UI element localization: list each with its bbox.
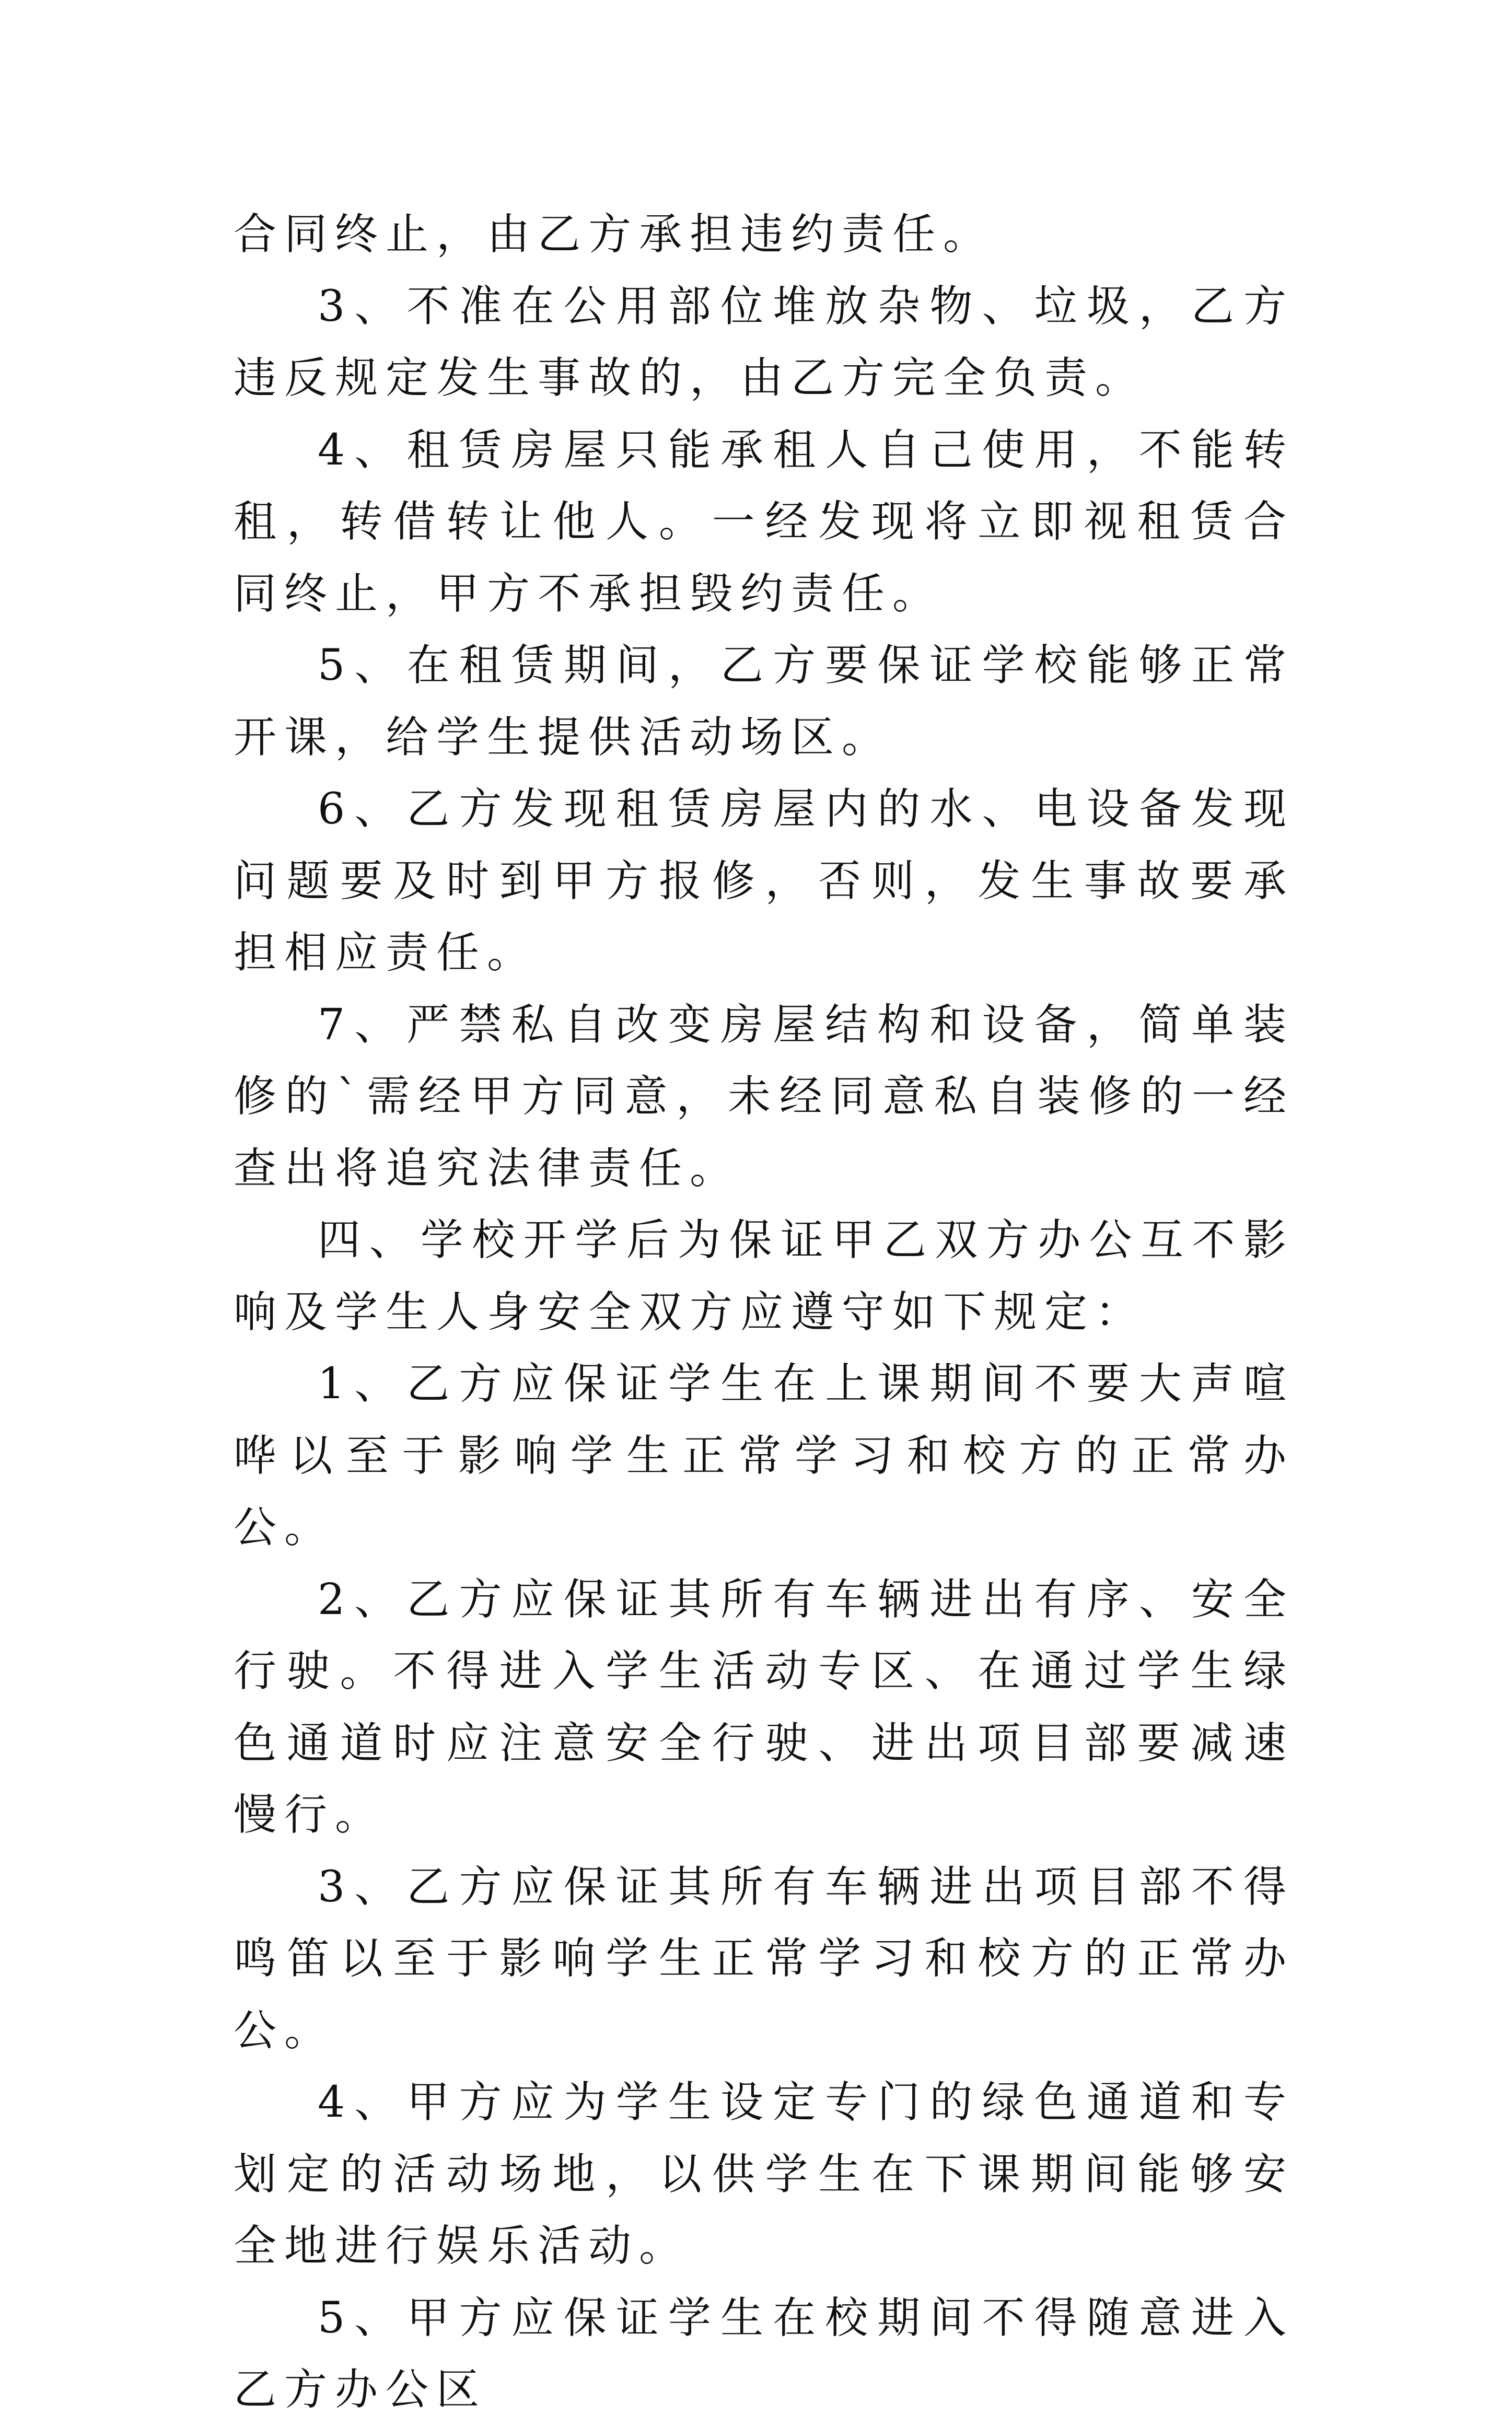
paragraph-3: 4、租赁房屋只能承租人自己使用，不能转租，转借转让他人。一经发现将立即视租赁合同终止，甲方不承担毁约责任。: [234, 425, 1294, 619]
paragraph-7: 四、学校开学后为保证甲乙双方办公互不影响及学生人身安全双方应遵守如下规定：: [234, 1215, 1294, 1337]
paragraph-11: 4、甲方应为学生设定专门的绿色通道和专划定的活动场地，以供学生在下课期间能够安全地进行娱乐活动。: [234, 2077, 1294, 2271]
paragraph-6: 7、严禁私自改变房屋结构和设备，简单装修的`需经甲方同意，未经同意私自装修的一经查出将追究法律责任。: [234, 1000, 1294, 1193]
paragraph-2: 3、不准在公用部位堆放杂物、垃圾，乙方违反规定发生事故的，由乙方完全负责。: [234, 281, 1294, 403]
paragraph-10: 3、乙方应保证其所有车辆进出项目部不得鸣笛以至于影响学生正常学习和校方的正常办公。: [234, 1862, 1294, 2056]
paragraph-8: 1、乙方应保证学生在上课期间不要大声喧哗以至于影响学生正常学习和校方的正常办公。: [234, 1359, 1294, 1552]
document-body: [234, 199, 1294, 2426]
paragraph-12: 5、甲方应保证学生在校期间不得随意进入乙方办公区: [234, 2293, 1294, 2415]
paragraph-1: 合同终止，由乙方承担违约责任。: [234, 210, 994, 259]
paragraph-4: 5、在租赁期间，乙方要保证学校能够正常开课，给学生提供活动场区。: [234, 641, 1294, 762]
paragraph-9: 2、乙方应保证其所有车辆进出有序、安全行驶。不得进入学生活动专区、在通过学生绿色通道时应注意安全行驶、进出项目部要减速慢行。: [234, 1574, 1294, 1840]
paragraph-5: 6、乙方发现租赁房屋内的水、电设备发现问题要及时到甲方报修，否则，发生事故要承担相应责任。: [234, 784, 1294, 978]
